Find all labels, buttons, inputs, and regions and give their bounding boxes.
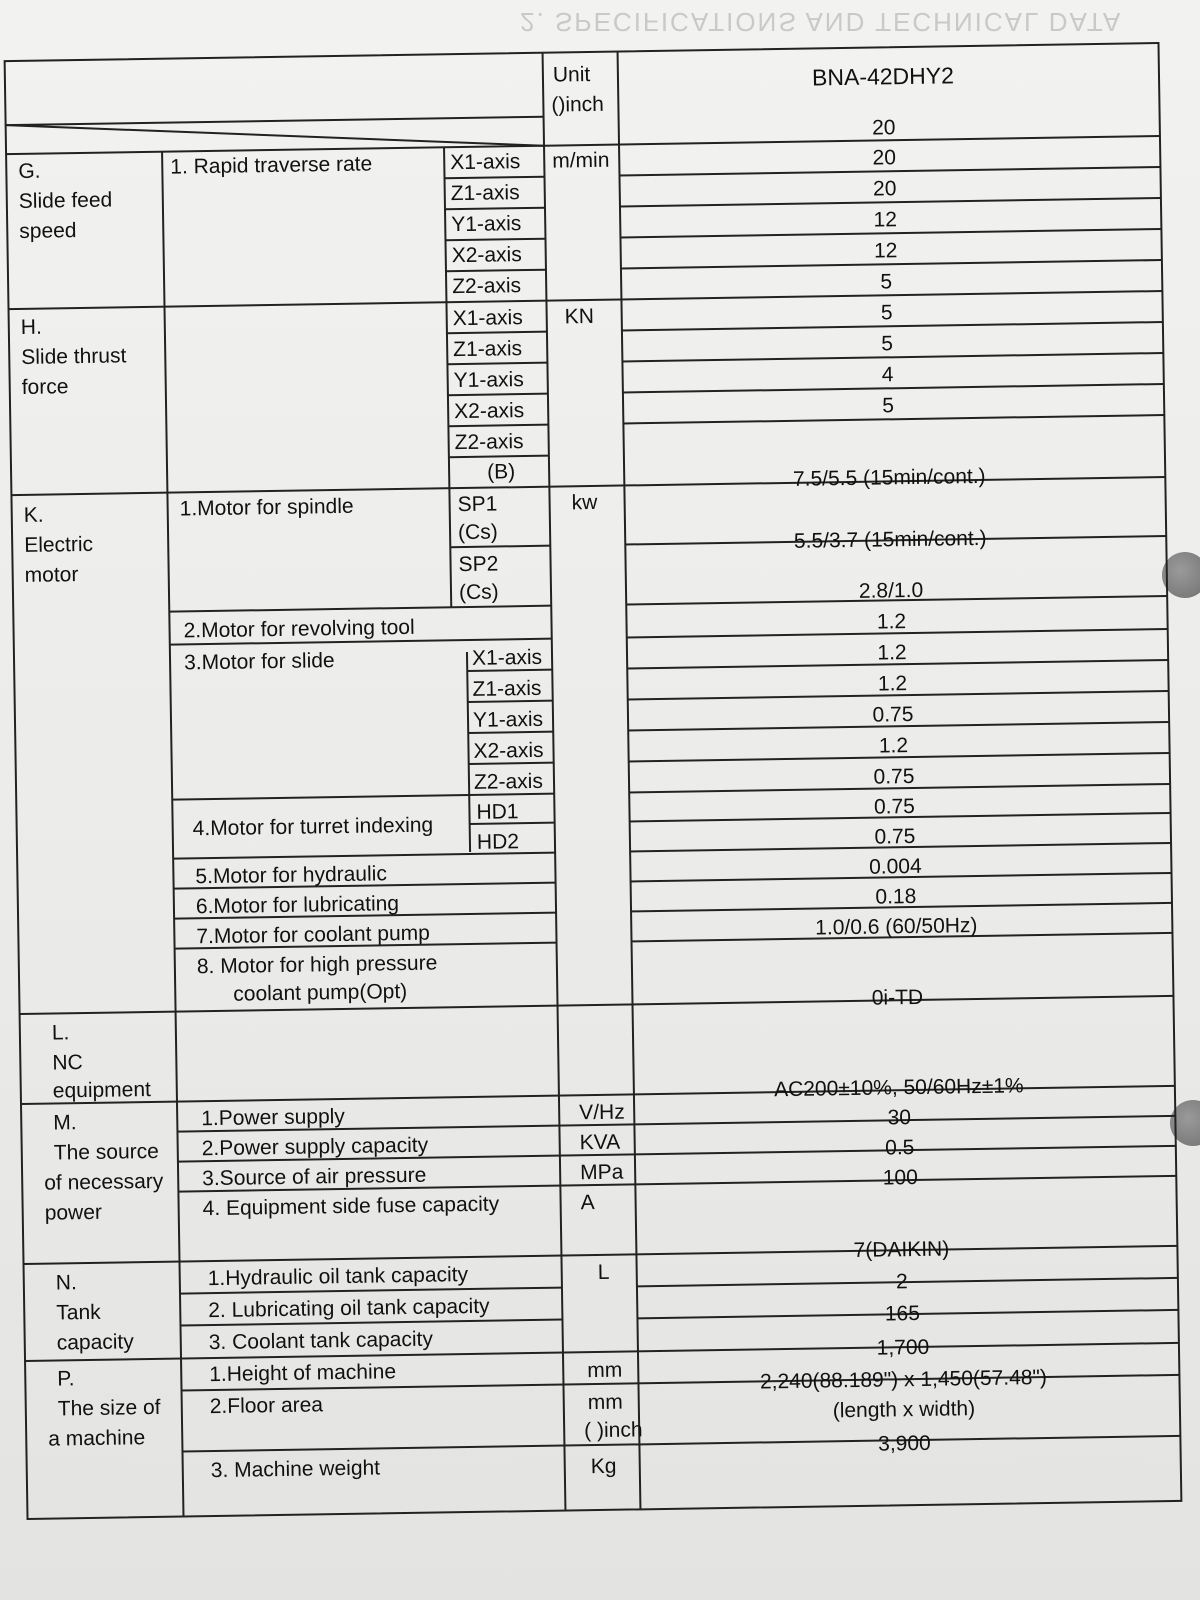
- spec-value: (length x width): [832, 1397, 976, 1423]
- section-g-label: G.: [18, 159, 41, 183]
- section-g-label: Slide feed: [18, 188, 113, 213]
- axis-label: Y1-axis: [451, 212, 522, 237]
- rapid-traverse-item: 1. Rapid traverse rate: [170, 152, 373, 179]
- spindle-motor-item: 1.Motor for spindle: [179, 494, 354, 521]
- section-l-label: NC: [52, 1051, 83, 1075]
- power-unit: MPa: [579, 1160, 624, 1185]
- section-l-label: L.: [51, 1021, 70, 1045]
- axis-extra-label: (B): [486, 460, 516, 484]
- revolving-tool-item: 2.Motor for revolving tool: [183, 615, 415, 643]
- section-m-label: of necessary: [44, 1169, 164, 1195]
- g-unit: m/min: [552, 148, 610, 173]
- power-item: 4. Equipment side fuse capacity: [202, 1192, 500, 1221]
- axis-label: X2-axis: [473, 738, 544, 763]
- spec-value: 5.5/3.7 (15min/cont.): [793, 526, 987, 553]
- spec-value: 0.75: [873, 794, 916, 819]
- spec-value: 100: [882, 1165, 918, 1190]
- spec-value: 1.2: [876, 610, 907, 634]
- section-n-label: capacity: [56, 1330, 134, 1355]
- hydraulic-motor-item: 5.Motor for hydraulic: [195, 862, 388, 889]
- spec-value: 0.75: [872, 702, 914, 727]
- section-h-label: Slide thrust: [21, 344, 127, 369]
- lubricating-motor-item: 6.Motor for lubricating: [195, 892, 400, 919]
- sp2-sub-label: (Cs): [458, 580, 499, 605]
- unit-header: Unit: [552, 62, 591, 87]
- spec-value: 1.0/0.6 (60/50Hz): [815, 913, 978, 940]
- spec-value: 3,900: [877, 1431, 931, 1456]
- spec-value: 4: [881, 363, 894, 387]
- power-item: 2.Power supply capacity: [201, 1133, 429, 1161]
- axis-label: Z1-axis: [472, 676, 542, 701]
- axis-label: Y1-axis: [453, 368, 524, 393]
- slide-motor-item: 3.Motor for slide: [183, 649, 335, 675]
- axis-label: X1-axis: [452, 306, 523, 331]
- spec-value: 2.8/1.0: [858, 578, 924, 603]
- spec-value: 5: [882, 394, 895, 418]
- section-p-label: The size of: [57, 1395, 161, 1421]
- h-unit: KN: [564, 304, 595, 329]
- axis-label: Z2-axis: [454, 430, 524, 455]
- sp2-label: SP2: [458, 552, 499, 577]
- tank-item: 2. Lubricating oil tank capacity: [208, 1294, 490, 1323]
- spec-value: 165: [884, 1301, 921, 1326]
- spec-value: 0i-TD: [871, 985, 924, 1010]
- power-unit: A: [580, 1191, 595, 1215]
- turret-label: HD2: [476, 830, 520, 854]
- spec-value: 0.75: [873, 764, 915, 789]
- section-m-label: The source: [53, 1139, 160, 1165]
- k-unit: kw: [571, 490, 598, 515]
- axis-label: X2-axis: [454, 399, 525, 424]
- section-l-label: equipment: [52, 1077, 152, 1103]
- section-n-label: N.: [55, 1271, 77, 1295]
- section-m-label: M.: [53, 1111, 77, 1135]
- sp1-sub-label: (Cs): [457, 520, 498, 545]
- axis-label: X1-axis: [471, 645, 543, 670]
- sp1-label: SP1: [457, 492, 498, 517]
- spec-table: [3, 41, 1186, 1521]
- axis-label: X2-axis: [451, 243, 522, 268]
- section-k-label: K.: [23, 503, 44, 527]
- power-item: 1.Power supply: [201, 1104, 345, 1131]
- turret-label: HD1: [476, 800, 519, 824]
- coolant-motor-item: 7.Motor for coolant pump: [196, 921, 431, 949]
- height-unit: mm: [587, 1358, 623, 1383]
- spec-value: 0.5: [885, 1136, 915, 1160]
- hp-coolant-motor-item: coolant pump(Opt): [233, 979, 408, 1006]
- turret-motor-item: 4.Motor for turret indexing: [192, 813, 434, 841]
- power-unit: KVA: [579, 1130, 621, 1155]
- power-item: 3.Source of air pressure: [202, 1163, 427, 1191]
- tank-item: 3. Coolant tank capacity: [208, 1327, 434, 1355]
- height-item: 1.Height of machine: [209, 1360, 397, 1387]
- spec-value: 12: [873, 208, 898, 232]
- section-h-label: H.: [20, 315, 42, 339]
- axis-label: Z1-axis: [453, 337, 523, 362]
- hp-coolant-motor-item: 8. Motor for high pressure: [196, 951, 438, 979]
- bleed-through-title: 2. SPECIFICATIONS AND TECHNICAL DATA: [520, 7, 1123, 37]
- spec-value: 30: [887, 1106, 912, 1130]
- spec-value: 7.5/5.5 (15min/cont.): [792, 464, 986, 491]
- table-grid: [3, 41, 1186, 1521]
- section-n-label: Tank: [56, 1300, 101, 1325]
- spec-value: 0.18: [875, 884, 917, 909]
- section-g-label: speed: [19, 219, 77, 243]
- section-m-label: power: [44, 1200, 103, 1225]
- section-p-label: a machine: [48, 1426, 146, 1451]
- spec-value: 1,700: [876, 1335, 930, 1360]
- spec-value: 0.75: [874, 824, 916, 849]
- spec-value: 0.004: [868, 854, 922, 879]
- spec-value: 20: [872, 146, 897, 170]
- spec-value: 2,240(88.189") x 1,450(57.48"): [759, 1365, 1048, 1394]
- spec-value: 12: [873, 239, 898, 263]
- spec-value: 20: [871, 116, 896, 140]
- weight-item: 3. Machine weight: [210, 1456, 381, 1483]
- spec-value: 5: [880, 301, 893, 325]
- section-k-label: motor: [24, 563, 79, 587]
- section-p-label: P.: [57, 1367, 75, 1391]
- spec-value: 20: [872, 177, 897, 201]
- spec-value: 1.2: [878, 734, 909, 758]
- axis-label: X1-axis: [450, 150, 521, 175]
- axis-label: Z2-axis: [473, 769, 544, 794]
- tank-unit: L: [597, 1260, 610, 1285]
- floor-area-item: 2.Floor area: [209, 1393, 324, 1419]
- model-header: BNA-42DHY2: [811, 62, 955, 91]
- section-k-label: Electric: [24, 532, 94, 557]
- spec-value: 5: [881, 332, 894, 356]
- floor-area-unit: ( )inch: [584, 1418, 643, 1443]
- floor-area-unit: mm: [587, 1390, 623, 1415]
- axis-label: Z1-axis: [450, 181, 520, 206]
- power-unit: V/Hz: [579, 1100, 625, 1125]
- weight-unit: Kg: [590, 1454, 617, 1479]
- section-h-label: force: [21, 375, 69, 399]
- spec-value: 2: [895, 1270, 908, 1294]
- unit-inch-header: ()inch: [551, 92, 605, 117]
- spec-value: 5: [880, 270, 893, 294]
- tank-item: 1.Hydraulic oil tank capacity: [207, 1263, 469, 1291]
- spec-value: 1.2: [877, 641, 907, 665]
- spec-value: 7(DAIKIN): [853, 1237, 950, 1262]
- axis-label: Z2-axis: [452, 274, 522, 299]
- axis-label: Y1-axis: [472, 707, 544, 732]
- spec-value: 1.2: [877, 672, 908, 696]
- spec-value: AC200±10%, 50/60Hz±1%: [773, 1074, 1024, 1102]
